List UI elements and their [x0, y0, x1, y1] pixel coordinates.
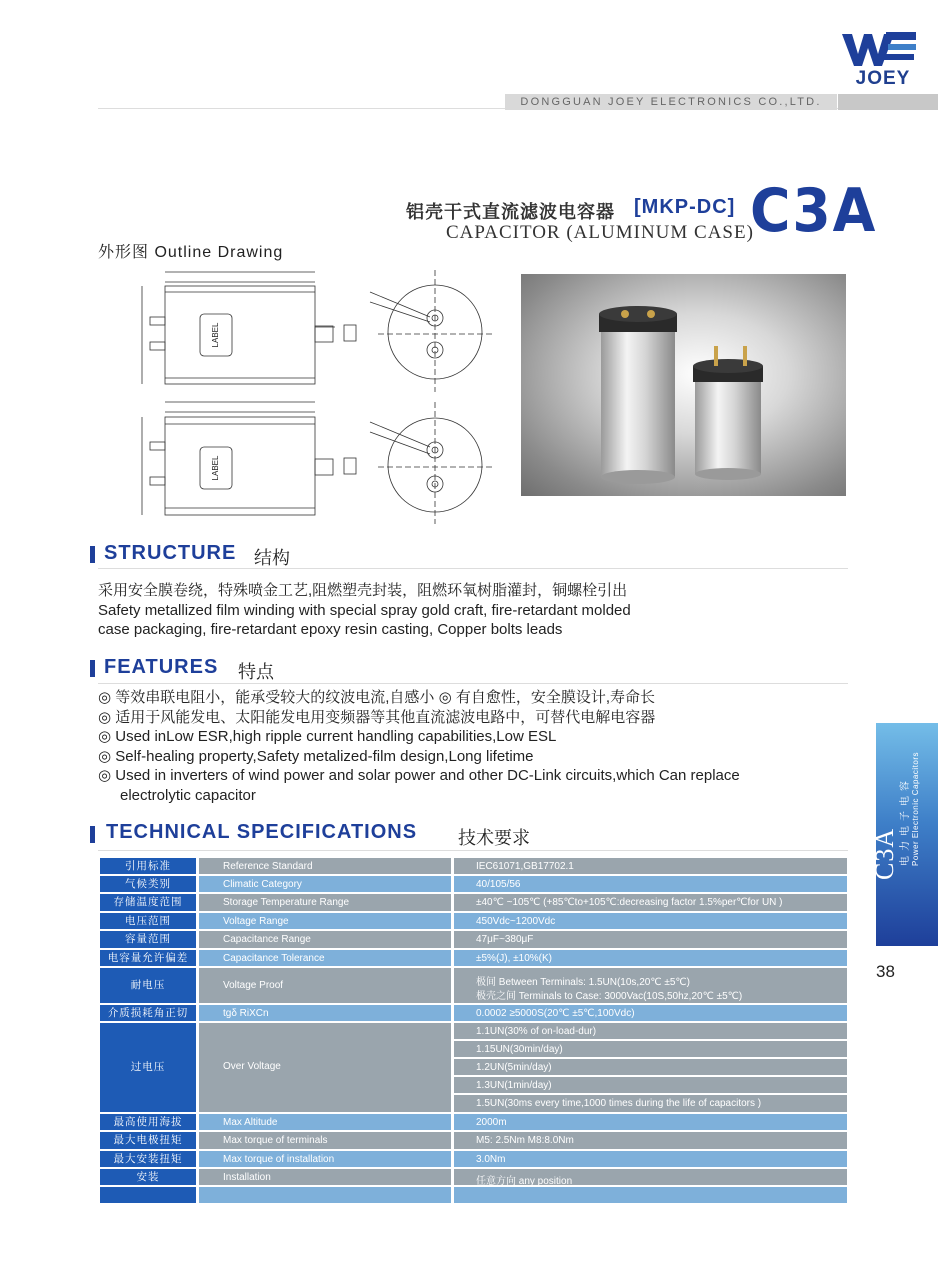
spec-en-cell: Reference Standard: [199, 858, 451, 874]
spec-en-cell: Storage Temperature Range: [199, 894, 451, 911]
structure-line: 采用安全膜卷绕，特殊喷金工艺,阻燃塑壳封装，阻燃环氧树脂灌封，铜螺栓引出: [98, 582, 628, 599]
outline-drawing-title: 外形图 Outline Drawing: [98, 244, 284, 261]
company-name: DONGGUAN JOEY ELECTRONICS CO.,LTD.: [505, 94, 837, 110]
side-tab-cn: 电力电子电容: [900, 776, 911, 866]
spec-value-cell: 极间 Between Terminals: 1.5UN(10s,20℃ ±5℃) 极壳之间 Terminals to Case: 3000Vac(10S,50hz,20℃ ±5℃): [454, 968, 847, 1003]
spec-en-cell: Installation: [199, 1169, 451, 1185]
specs-rule: [98, 850, 848, 851]
spec-value-cell: 1.3UN(1min/day): [454, 1077, 847, 1093]
spec-value-cell: 1.15UN(30min/day): [454, 1041, 847, 1057]
spec-cn-cell: 容量范围: [100, 931, 196, 948]
spec-value-cell: 40/105/56: [454, 876, 847, 892]
spec-cn-cell: 安装: [100, 1169, 196, 1185]
spec-value-cell: 1.2UN(5min/day): [454, 1059, 847, 1075]
spec-cn-cell: 过电压: [100, 1023, 196, 1112]
logo-text: JOEY: [855, 68, 911, 89]
specs-marker: [90, 826, 95, 843]
spec-value-cell: 47μF~380μF: [454, 931, 847, 948]
spec-en-cell: tgδ RiXCn: [199, 1005, 451, 1021]
spec-cn-cell: [100, 1187, 196, 1203]
product-title-cn: 铝壳干式直流滤波电容器: [406, 202, 615, 222]
logo-mark-icon: [838, 24, 920, 74]
structure-marker: [90, 546, 95, 563]
product-model: [MKP-DC]: [634, 196, 736, 218]
product-code: C3A: [750, 176, 878, 246]
spec-value-cell: [454, 1187, 847, 1203]
structure-line: case packaging, fire-retardant epoxy resin casting, Copper bolts leads: [98, 621, 563, 638]
spec-en-cell: Capacitance Tolerance: [199, 950, 451, 966]
spec-value-cell: IEC61071,GB17702.1: [454, 858, 847, 874]
feature-line: ◎ 等效串联电阻小，能承受较大的纹波电流,自感小 ◎ 有自愈性，安全膜设计,寿命长: [98, 689, 656, 706]
spec-value-cell: ±5%(J), ±10%(K): [454, 950, 847, 966]
spec-value-cell: 1.1UN(30% of on-load-dur): [454, 1023, 847, 1039]
spec-table: [100, 858, 847, 1204]
features-rule: [98, 683, 848, 684]
structure-line: Safety metallized film winding with special spray gold craft, fire-retardant molded: [98, 601, 631, 619]
spec-cn-cell: 电压范围: [100, 913, 196, 929]
spec-en-cell: Voltage Range: [199, 913, 451, 929]
spec-cn-cell: 最高使用海拔: [100, 1114, 196, 1130]
spec-en-cell: [199, 1187, 451, 1203]
page-number: 38: [876, 962, 895, 981]
structure-title: STRUCTURE: [104, 542, 237, 564]
features-title: FEATURES: [104, 656, 219, 678]
spec-value-cell: 2000m: [454, 1114, 847, 1130]
feature-line: ◎ Used in inverters of wind power and solar power and other DC-Link circuits,which Can replace: [98, 767, 740, 784]
spec-cn-cell: 最大安装扭矩: [100, 1151, 196, 1167]
feature-line: electrolytic capacitor: [120, 786, 256, 804]
features-text: [98, 688, 740, 805]
outline-label-upper: LABEL: [211, 322, 220, 348]
side-tab-en: Power Electronic Capacitors: [911, 752, 920, 866]
features-marker: [90, 660, 95, 677]
spec-en-cell: Capacitance Range: [199, 931, 451, 948]
spec-cn-cell: 存储温度范围: [100, 894, 196, 911]
outline-drawing: [130, 262, 520, 527]
spec-value-cell: 任意方向 any position: [454, 1169, 847, 1185]
spec-cn-cell: 引用标准: [100, 858, 196, 874]
spec-en-cell: Max torque of terminals: [199, 1132, 451, 1149]
product-photo: [521, 274, 846, 496]
feature-line: ◎ Self-healing property,Safety metalized-film design,Long lifetime: [98, 747, 534, 765]
structure-rule: [98, 568, 848, 569]
spec-en-cell: Max torque of installation: [199, 1151, 451, 1167]
spec-value-cell: 1.5UN(30ms every time,1000 times during the life of capacitors ): [454, 1095, 847, 1112]
spec-en-cell: Over Voltage: [199, 1023, 451, 1112]
specs-title: TECHNICAL SPECIFICATIONS: [106, 821, 418, 843]
spec-value-cell: ±40℃ ~105℃ (+85℃to+105℃:decreasing factor 1.5%per℃for UN ): [454, 894, 847, 911]
capacitor-photo-illustration: [521, 274, 846, 496]
spec-cn-cell: 耐电压: [100, 968, 196, 1003]
feature-line: ◎ Used inLow ESR,high ripple current handling capabilities,Low ESL: [98, 728, 557, 745]
specs-title-cn: 技术要求: [458, 828, 530, 848]
product-title-en: CAPACITOR (ALUMINUM CASE): [446, 222, 754, 243]
spec-en-cell: Max Altitude: [199, 1114, 451, 1130]
spec-cn-cell: 电容量允许偏差: [100, 950, 196, 966]
spec-value-cell: 0.0002 ≥5000S(20℃ ±5℃,100Vdc): [454, 1005, 847, 1021]
spec-cn-cell: 最大电极扭矩: [100, 1132, 196, 1149]
side-tab-code: C3A: [870, 827, 899, 880]
outline-label-lower: LABEL: [211, 455, 220, 481]
spec-en-cell: Climatic Category: [199, 876, 451, 892]
spec-value-cell: M5: 2.5Nm M8:8.0Nm: [454, 1132, 847, 1149]
spec-value-cell: 3.0Nm: [454, 1151, 847, 1167]
spec-cn-cell: 气候类别: [100, 876, 196, 892]
features-title-cn: 特点: [238, 662, 274, 682]
spec-value-cell: 450Vdc~1200Vdc: [454, 913, 847, 929]
structure-title-cn: 结构: [254, 548, 290, 568]
spec-en-cell: Voltage Proof: [199, 968, 451, 1003]
feature-line: ◎ 适用于风能发电、太阳能发电用变频器等其他直流滤波电路中，可替代电解电容器: [98, 708, 656, 726]
spec-cn-cell: 介质损耗角正切: [100, 1005, 196, 1021]
structure-text: [98, 581, 631, 640]
company-bar-accent: [838, 94, 938, 110]
